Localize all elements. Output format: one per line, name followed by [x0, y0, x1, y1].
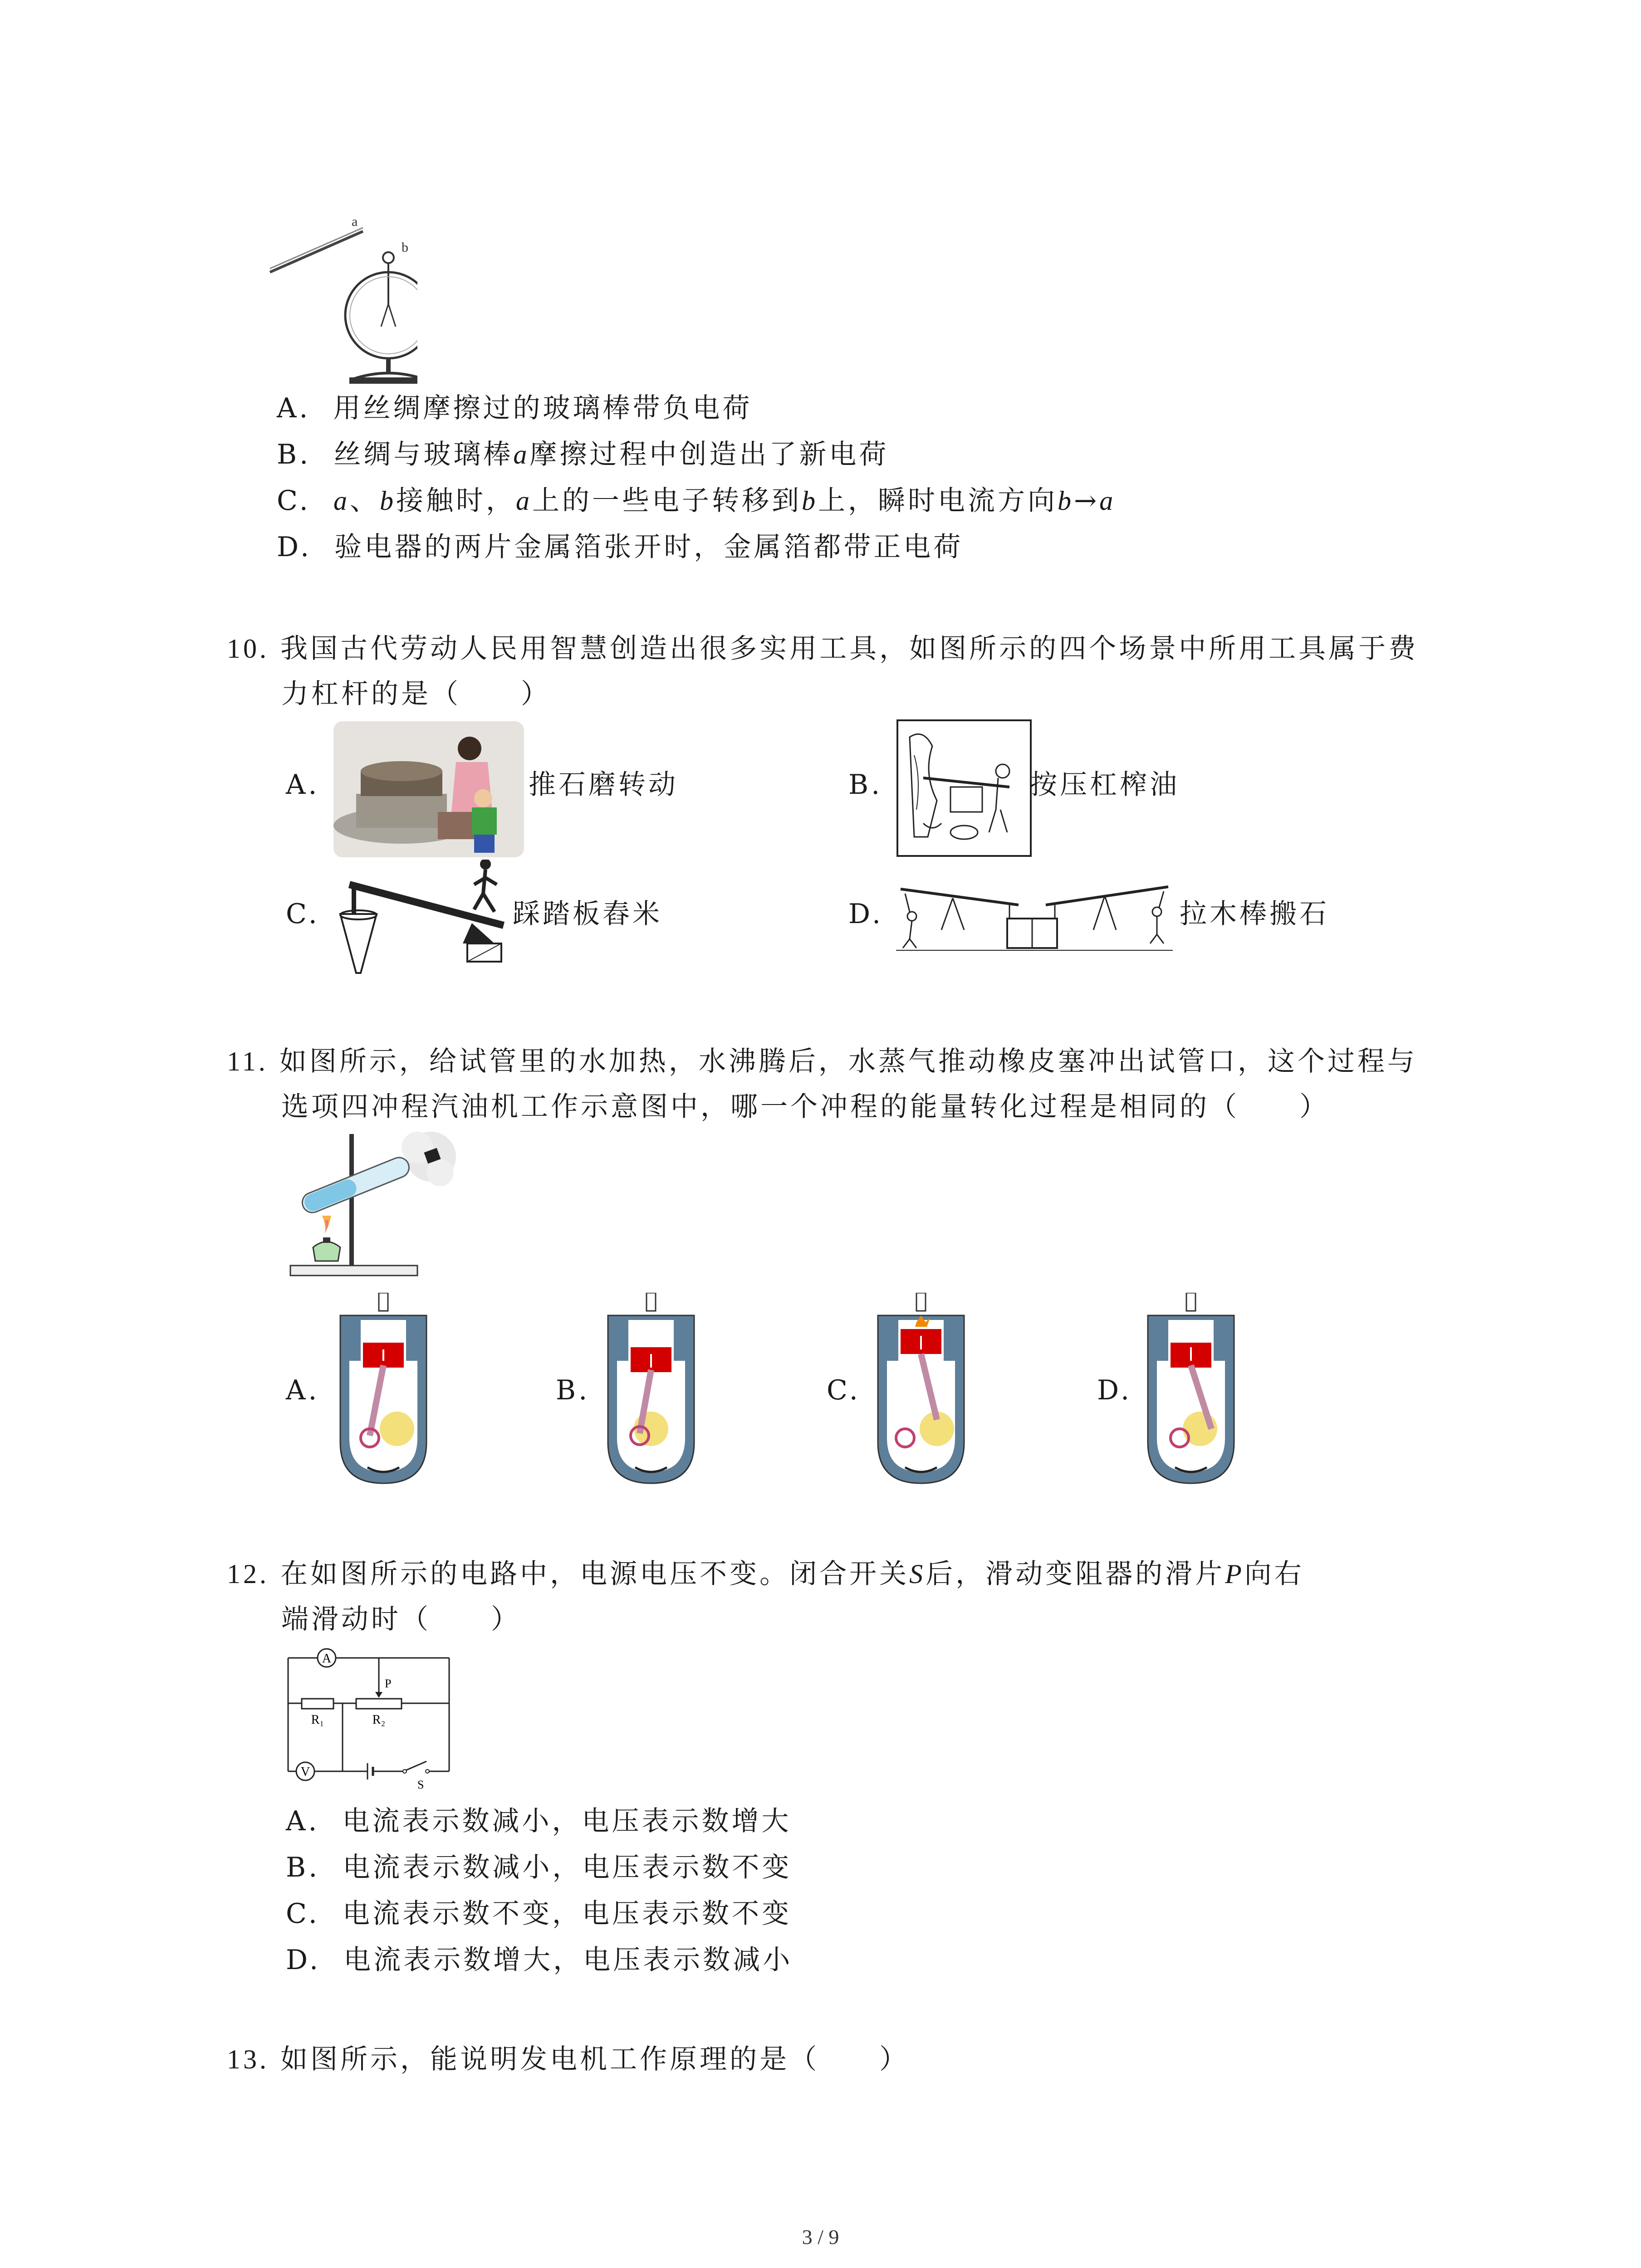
engine-stroke-a	[336, 1293, 436, 1492]
q11-option-b-letter[interactable]: B.	[556, 1374, 590, 1406]
page-number: 3 / 9	[802, 2225, 839, 2248]
q12-option-d[interactable]: D. 电流表示数增大，电压表示数减小	[286, 1944, 793, 1976]
q10-stem-line1: 10. 我国古代劳动人民用智慧创造出很多实用工具，如图所示的四个场景中所用工具属于费	[227, 633, 1419, 665]
q10-stem-line2: 力杠杆的是（ ）	[281, 678, 551, 710]
q11-option-a-letter[interactable]: A.	[286, 1374, 320, 1406]
q9-option-b[interactable]: B. 丝绸与玻璃棒a摩擦过程中创造出了新电荷	[277, 439, 889, 470]
q13-stem: 13. 如图所示，能说明发电机工作原理的是（ ）	[227, 2043, 910, 2075]
q11-stem-line2: 选项四冲程汽油机工作示意图中，哪一个冲程的能量转化过程是相同的（ ）	[281, 1091, 1329, 1123]
electroscope-label-b: b	[402, 240, 408, 255]
stone-mill-illustration	[333, 721, 524, 857]
q11-option-d-letter[interactable]: D.	[1097, 1374, 1132, 1406]
q12-stem-line1: 12. 在如图所示的电路中，电源电压不变。闭合开关S后，滑动变阻器的滑片P向右	[227, 1558, 1304, 1590]
q10-option-b-letter[interactable]: B.	[848, 769, 883, 801]
q12-option-c[interactable]: C. 电流表示数不变，电压表示数不变	[286, 1898, 792, 1930]
q9-option-c[interactable]: C. a、b接触时，a上的一些电子转移到b上，瞬时电流方向b→a	[277, 485, 1116, 517]
q10-option-d-letter[interactable]: D.	[848, 898, 884, 930]
r2-label: R₂	[372, 1713, 386, 1727]
engine-stroke-c	[873, 1293, 973, 1492]
engine-stroke-d	[1143, 1293, 1243, 1492]
voltmeter-label: V	[300, 1765, 310, 1779]
oil-press-illustration	[896, 719, 1032, 857]
q9-option-a[interactable]: A. 用丝绸摩擦过的玻璃棒带负电荷	[277, 392, 753, 424]
q10-option-d-text: 拉木棒搬石	[1180, 898, 1329, 930]
ammeter-label: A	[322, 1652, 332, 1666]
q10-option-c-letter[interactable]: C.	[286, 898, 320, 930]
test-tube-heating-figure	[281, 1129, 463, 1284]
q12-option-b[interactable]: B. 电流表示数减小，电压表示数不变	[286, 1852, 792, 1883]
switch-label: S	[417, 1778, 424, 1791]
q9-option-d[interactable]: D. 验电器的两片金属箔张开时，金属箔都带正电荷	[277, 531, 964, 563]
engine-stroke-b	[603, 1293, 703, 1492]
q10-option-c-text: 踩踏板舂米	[513, 898, 662, 930]
r1-label: R₁	[311, 1713, 324, 1727]
q10-option-a-letter[interactable]: A.	[286, 769, 320, 801]
lever-stone-lifting-illustration	[896, 880, 1173, 957]
q11-option-c-letter[interactable]: C.	[827, 1374, 861, 1406]
slider-label: P	[385, 1677, 392, 1690]
q10-option-b-text: 按压杠榨油	[1030, 769, 1180, 801]
q12-option-a[interactable]: A. 电流表示数减小，电压表示数增大	[286, 1805, 792, 1837]
q10-option-a-text: 推石磨转动	[529, 769, 678, 801]
electroscope-figure	[268, 213, 417, 390]
treadle-pestle-illustration	[336, 860, 517, 982]
q11-stem-line1: 11. 如图所示，给试管里的水加热，水沸腾后，水蒸气推动橡皮塞冲出试管口，这个过程与	[227, 1046, 1417, 1077]
q12-stem-line2: 端滑动时（ ）	[281, 1603, 521, 1635]
rod-label-a: a	[352, 214, 358, 229]
circuit-diagram	[281, 1644, 458, 1794]
